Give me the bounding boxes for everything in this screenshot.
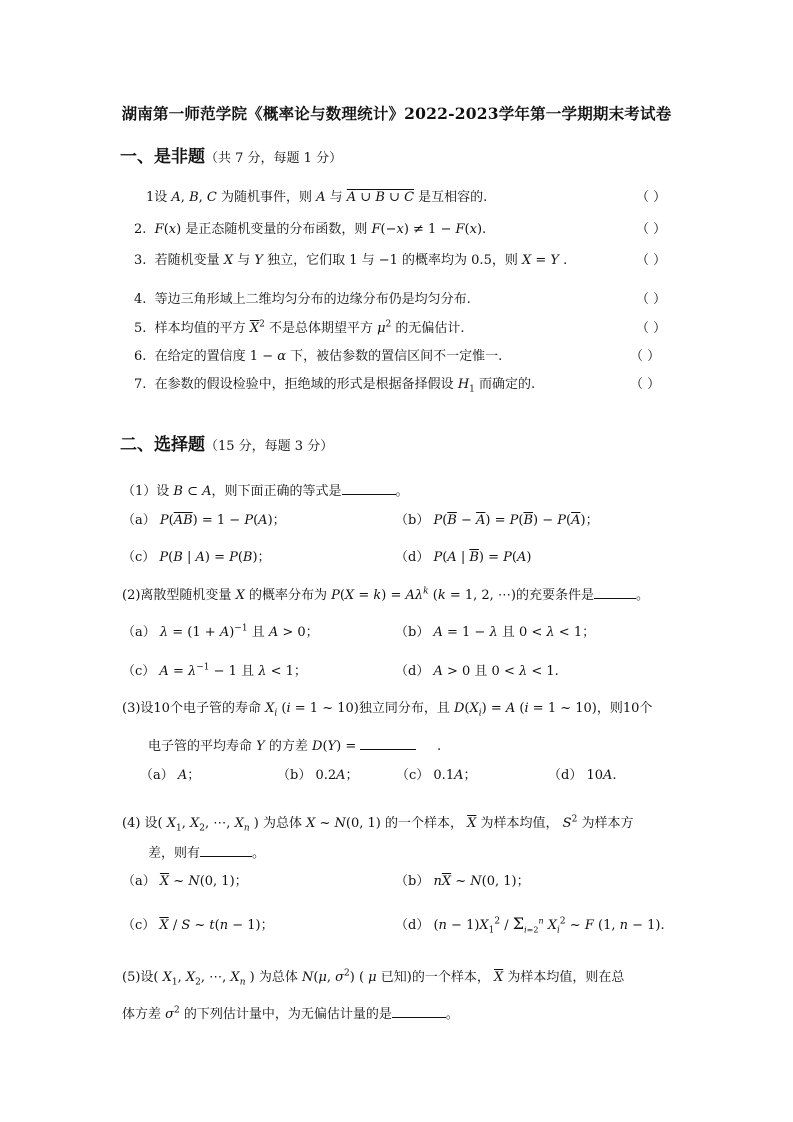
mc-q3-option-a[interactable]: （a） A； xyxy=(140,768,201,783)
tf-item-1: 1设 A, B, C 为随机事件，则 A 与 A ∪ B ∪ C 是互相容的. xyxy=(146,190,488,205)
mc-q4-blank[interactable] xyxy=(200,844,252,857)
mc-q2-option-d[interactable]: （d） A > 0 且 0 < λ < 1. xyxy=(395,664,559,679)
mc-q2-stem: (2)离散型随机变量 X 的概率分布为 $P(X = k) = A\lambda^k$ (k = 1, 2, ⋯)的充要条件是 。 xyxy=(122,586,650,603)
tf-answer-1[interactable]: （ ） xyxy=(636,190,667,205)
mc-q1-option-c[interactable]: （c） P(B | A) = P(B)； xyxy=(122,550,271,565)
tf-item-3: 3. 若随机变量 X 与 Y 独立，它们取 1 与 −1 的概率均为 0.5，则 X = Y . xyxy=(134,253,568,268)
exam-title: 湖南第一师范学院《概率论与数理统计》2022-2023学年第一学期期末考试卷 xyxy=(121,104,672,123)
mc-q1-blank[interactable] xyxy=(342,482,396,495)
mc-q4-stem: (4) 设( $X_1$, $X_2$, ⋯, $X_n$ ) 为总体 X ~ N(0, 1) 的一个样本， $\overline{X}$ 为样本均值， $S^2$ 为样本方 xyxy=(122,814,634,834)
mc-q3-stem: (3)设10个电子管的寿命 $X_i$ (i = 1 ~ 10)独立同分布，且 $D(X_i) = A$ (i = 1 ~ 10)，则10个 xyxy=(122,701,653,719)
tf-answer-6[interactable]: （ ） xyxy=(630,349,661,364)
mc-q3-stem-cont: 电子管的平均寿命 Y 的方差 D(Y) = . xyxy=(148,739,442,754)
mc-q3-blank[interactable] xyxy=(360,737,416,750)
mc-q1-option-b[interactable]: （b） $P(\overline{B} - \overline{A}) = P(\overline{B}) - P(\overline{A})$； xyxy=(395,513,599,528)
mc-q2-option-c[interactable]: （c） $A = \lambda^{-1} - 1$ 且 λ < 1； xyxy=(122,662,307,679)
tf-item-6: 6. 在给定的置信度 1 − α 下，被估参数的置信区间不一定惟一. xyxy=(134,349,503,364)
mc-q2-option-a[interactable]: （a） $\lambda = (1 + A)^{-1}$ 且 A > 0； xyxy=(122,623,319,640)
mc-q4-option-d[interactable]: （d） $(n - 1)X_1^2 / \Sigma_{i=2}^n$ $X_i^2$ ~ F (1, n − 1). xyxy=(395,914,665,936)
mc-q5-stem-cont: 体方差 $\sigma^2$ 的下列估计量中，为无偏估计量的是 。 xyxy=(122,1005,459,1022)
mc-q2-blank[interactable] xyxy=(594,586,636,599)
mc-q3-option-b[interactable]: （b） 0.2A； xyxy=(277,768,359,783)
tf-answer-4[interactable]: （ ） xyxy=(636,292,667,307)
tf-answer-3[interactable]: （ ） xyxy=(636,253,667,268)
section1-heading: 一、是非题（共 7 分，每题 1 分） xyxy=(120,147,343,167)
tf-item-7: 7. 在参数的假设检验中，拒绝域的形式是根据备择假设 $H_1$ 而确定的. xyxy=(134,377,536,395)
tf-item-5: 5. 样本均值的平方 $\overline{X}^2$ 不是总体期望平方 $\mu^2$ 的无偏估计. xyxy=(134,319,465,336)
section2-heading: 二、选择题（15 分，每题 3 分） xyxy=(120,435,334,455)
mc-q4-option-c[interactable]: （c） $\overline{X}$ / S ~ t(n − 1)； xyxy=(122,918,274,933)
mc-q1-option-d[interactable]: （d） P(A | $\overline{B}) = P(A)$ xyxy=(395,550,532,565)
mc-q2-option-b[interactable]: （b） A = 1 − λ 且 0 < λ < 1； xyxy=(395,625,596,640)
tf-item-2: 2. F(x) 是正态随机变量的分布函数，则 F(−x) ≠ 1 − F(x). xyxy=(134,222,487,237)
mc-q5-stem: (5)设( $X_1$, $X_2$, ⋯, $X_n$ ) 为总体 N(μ, $\sigma^2$) ( μ 已知)的一个样本， $\overline{X}$ 为样本均值，则在总 xyxy=(122,968,625,988)
mc-q3-option-c[interactable]: （c） 0.1A； xyxy=(396,768,477,783)
mc-q1-option-a[interactable]: （a） $P(\overline{AB}) = 1 - P(A)$； xyxy=(122,513,286,528)
tf-answer-5[interactable]: （ ） xyxy=(636,321,667,336)
tf-answer-7[interactable]: （ ） xyxy=(630,377,661,392)
mc-q3-option-d[interactable]: （d） 10A. xyxy=(548,768,617,783)
mc-q4-option-a[interactable]: （a） $\overline{X}$ ~ N(0, 1)； xyxy=(122,874,248,889)
mc-q5-blank[interactable] xyxy=(392,1005,446,1018)
mc-q4-option-b[interactable]: （b） $n\overline{X}$ ~ N(0, 1)； xyxy=(395,874,530,889)
tf-answer-2[interactable]: （ ） xyxy=(636,222,667,237)
mc-q4-stem-cont: 差，则有 。 xyxy=(148,846,266,861)
mc-q1-stem: （1）设 B ⊂ A，则下面正确的等式是 。 xyxy=(122,484,409,499)
tf-item-4: 4. 等边三角形域上二维均匀分布的边缘分布仍是均匀分布. xyxy=(134,292,471,307)
